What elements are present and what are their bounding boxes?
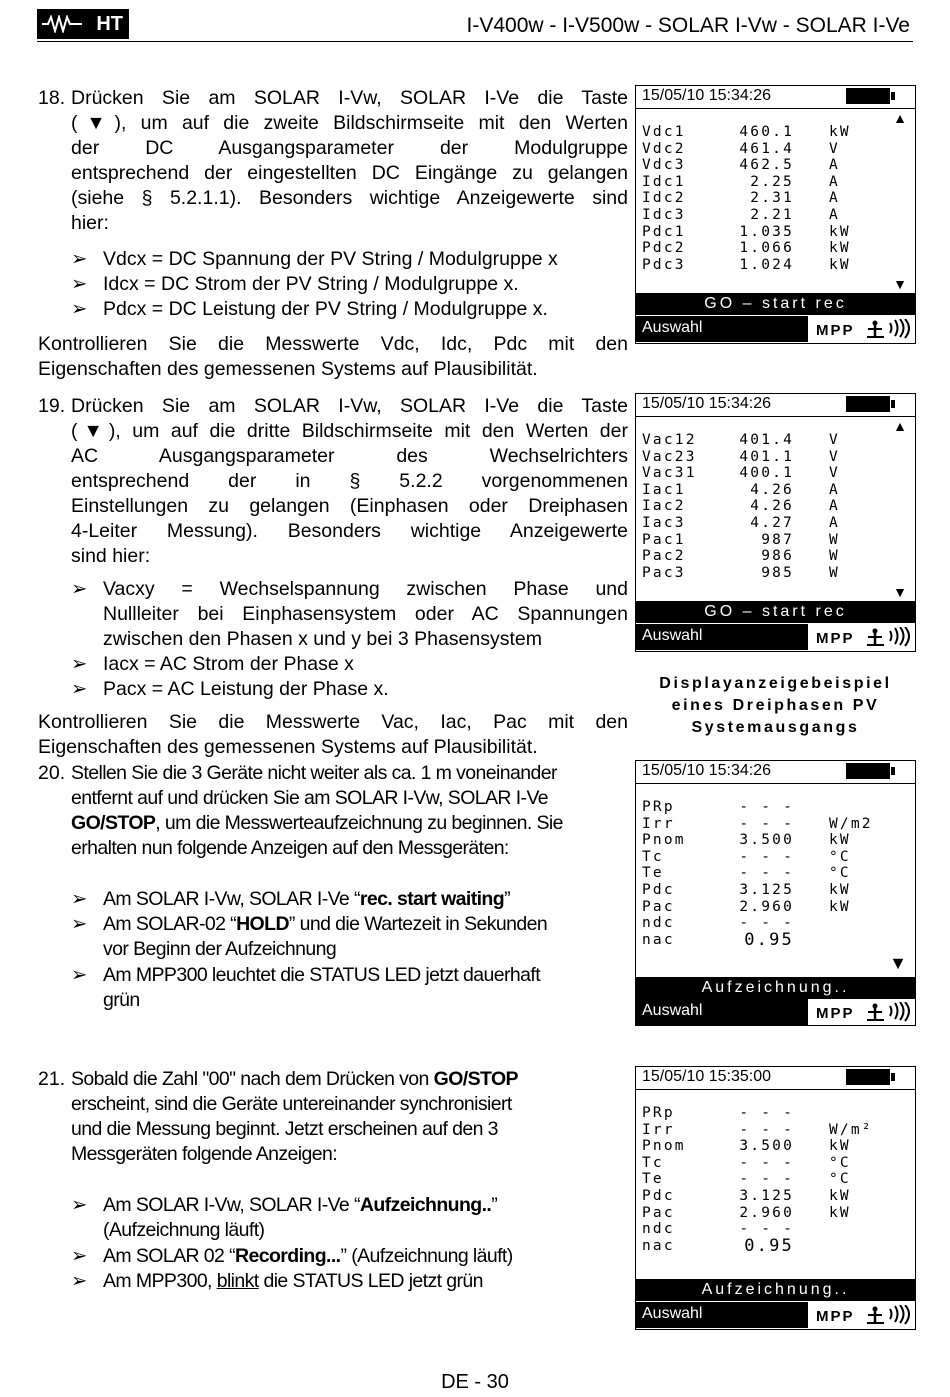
text-line: und die Messung beginnt. Jetzt erscheinen auf den 3 (71, 1118, 498, 1140)
recording-status-bar: Aufzeichnung.. (636, 977, 915, 999)
arrow-bullet-icon: ➢ (71, 888, 87, 910)
text-line: entfernt auf und drücken Sie am SOLAR I-Vw, SOLAR I-Ve (71, 787, 549, 809)
step-number: 20. (38, 762, 66, 784)
text-line: Drücken Sie am SOLAR I-Vw, SOLAR I-Ve die Taste (71, 395, 628, 417)
step-number: 18. (38, 87, 66, 109)
go-start-rec-bar[interactable]: GO – start rec (636, 293, 915, 315)
battery-icon (846, 1069, 890, 1085)
text-line: Eigenschaften des gemessenen Systems auf Plausibilität. (38, 358, 538, 380)
radio-signal-icon (864, 319, 910, 339)
text-line: Kontrollieren Sie die Messwerte Vdc, Idc, Pdc mit den (38, 333, 628, 355)
datetime: 15/05/10 15:35:00 (642, 1068, 772, 1085)
scroll-down-icon: ▼ (889, 953, 907, 973)
arrow-bullet-icon: ➢ (71, 678, 88, 700)
status-bar (636, 761, 915, 784)
datetime: 15/05/10 15:34:26 (642, 762, 772, 779)
arrow-bullet-icon: ➢ (71, 1270, 87, 1292)
step-number: 19. (38, 395, 66, 417)
arrow-bullet-icon: ➢ (71, 653, 88, 675)
bullet-item: ➢ Am MPP300, blinkt die STATUS LED jetzt grün (71, 1270, 483, 1292)
mpp-label: MPP (816, 1308, 855, 1325)
datetime: 15/05/10 15:34:26 (642, 395, 772, 412)
arrow-bullet-icon: ➢ (71, 1245, 87, 1267)
arrow-bullet-icon: ➢ (71, 273, 88, 295)
ht-logo (37, 9, 129, 39)
mpp-label: MPP (816, 322, 855, 339)
bullet-item: ➢ Am SOLAR-02 “HOLD” und die Wartezeit in Sekunden vor Beginn der Aufzeichnung (71, 913, 548, 960)
mpp-label: MPP (816, 1005, 855, 1022)
display-screen-dc: 15/05/10 15:34:26 ▲ Vdc1 460.1 kW Vdc2 461.4 V Vdc3 462.5 A Idc1 2.25 A Idc2 2.31 A Idc3 2.21 A Pdc1 1.035 kW Pdc2 1.066 kW Pdc3 1.024 kW ▼ GO – start rec Auswahl MPP (635, 85, 916, 344)
arrow-bullet-icon: ➢ (71, 1194, 87, 1216)
scroll-up-icon: ▲ (893, 110, 907, 126)
text-line: Vacxy = Wechselspannung zwischen Phase und (103, 578, 628, 600)
radio-signal-icon (864, 1002, 910, 1022)
status-bar (636, 394, 915, 417)
bottom-bar (636, 1302, 915, 1328)
battery-icon (846, 396, 890, 412)
display-screen-ac: 15/05/10 15:34:26 ▲ Vac12 401.4 V Vac23 401.1 V Vac31 400.1 V Iac1 4.26 A Iac2 4.26 A Iac3 4.27 A Pac1 987 W Pac2 986 W Pac3 985 W ▼ GO – start rec Auswahl MPP (635, 393, 916, 652)
caption-line: eines Dreiphasen PV (671, 697, 880, 714)
text-line: zwischen den Phasen x und y bei 3 Phasensystem (103, 628, 543, 650)
select-softkey[interactable]: Auswahl (636, 316, 808, 342)
check-paragraph (38, 710, 628, 760)
bullet-item: ➢ Idcx = DC Strom der PV String / Modulgruppe x. (71, 273, 519, 295)
step-20-text (71, 761, 631, 861)
text-line: Nullleiter bei Einphasensystem oder AC Spannungen (103, 603, 628, 625)
battery-icon (846, 88, 890, 104)
text-line: (▼), um auf die zweite Bildschirmseite mit den Werten (71, 112, 628, 134)
text-line: (▼), um auf die dritte Bildschirmseite mit den Werten der (71, 420, 628, 442)
bottom-bar (636, 316, 915, 342)
check-paragraph (38, 332, 628, 382)
bullet-item: ➢ Iacx = AC Strom der Phase x (71, 653, 354, 675)
scroll-up-icon: ▲ (893, 418, 907, 434)
step-21-text (71, 1067, 631, 1167)
scroll-down-icon: ▼ (893, 276, 907, 292)
text-line: hier: (71, 212, 109, 234)
bullet-item: ➢ Am SOLAR I-Vw, SOLAR I-Ve “Aufzeichnung..” (Aufzeichnung läuft) (71, 1194, 498, 1241)
bullet-item: ➢ Am MPP300 leuchtet die STATUS LED jetzt dauerhaft grün (71, 964, 541, 1011)
caption-line: Systemausgangs (691, 719, 860, 736)
arrow-bullet-icon: ➢ (71, 964, 87, 986)
text-line: sind hier: (71, 545, 151, 567)
text-line: Eigenschaften des gemessenen Systems auf Plausibilität. (38, 736, 538, 758)
go-start-rec-bar[interactable]: GO – start rec (636, 601, 915, 623)
header-divider (37, 41, 913, 42)
text-line: (siehe § 5.2.1.1). Besonders wichtige Anzeigewerte sind (71, 187, 628, 209)
bullet-item: ➢ Pdcx = DC Leistung der PV String / Modulgruppe x. (71, 298, 548, 320)
mpp-label: MPP (816, 630, 855, 647)
arrow-bullet-icon: ➢ (71, 913, 87, 935)
display-screen-recording-start: 15/05/10 15:34:26 PRp - - - Irr - - - W/m2 Pnom 3.500 kW Tc - - - °C Te - - - °C Pdc 3.125 kW Pac 2.960 kW ndc - - - nac 0.95 ▼ Aufzeichnung.. Auswahl MPP (635, 760, 916, 1026)
step-18-text (71, 86, 628, 236)
radio-signal-icon (864, 1305, 910, 1325)
text-line: Stellen Sie die 3 Geräte nicht weiter als ca. 1 m voneinander (71, 762, 557, 784)
display-caption (635, 673, 916, 739)
bottom-bar (636, 624, 915, 650)
text-line: erhalten nun folgende Anzeigen auf den Messgeräten: (71, 837, 509, 859)
text-line: Einstellungen zu gelangen (Einphasen oder Dreiphasen (71, 495, 628, 517)
step-19-text (71, 394, 628, 569)
text-line: der DC Ausgangsparameter der Modulgruppe (71, 137, 628, 159)
status-bar (636, 86, 915, 109)
caption-line: Displayanzeigebeispiel (659, 675, 892, 692)
arrow-bullet-icon: ➢ (71, 248, 88, 270)
battery-icon (846, 763, 890, 779)
bullet-item: ➢ Am SOLAR 02 “Recording...” (Aufzeichnung läuft) (71, 1245, 513, 1267)
arrow-bullet-icon: ➢ (71, 298, 88, 320)
bullet-item: ➢ Am SOLAR I-Vw, SOLAR I-Ve “rec. start waiting” (71, 888, 510, 910)
text-line: Messgeräten folgende Anzeigen: (71, 1143, 338, 1165)
radio-signal-icon (864, 627, 910, 647)
bottom-bar (636, 999, 915, 1025)
select-softkey[interactable]: Auswahl (636, 999, 808, 1025)
datetime: 15/05/10 15:34:26 (642, 87, 772, 104)
text-line: entsprechend der eingestellten DC Eingänge zu gelangen (71, 162, 628, 184)
status-bar (636, 1067, 915, 1090)
logo-text: HT (96, 13, 123, 35)
scroll-down-icon: ▼ (893, 584, 907, 600)
document-title: I-V400w - I-V500w - SOLAR I-Vw - SOLAR I-Ve (466, 14, 910, 37)
text-line: GO/STOP, um die Messwerteaufzeichnung zu beginnen. Sie (71, 812, 563, 834)
display-screen-recording: 15/05/10 15:35:00 PRp - - - Irr - - - W/m² Pnom 3.500 kW Tc - - - °C Te - - - °C Pdc 3.125 kW Pac 2.960 kW ndc - - - nac 0.95 Aufzeichnung.. Auswahl MPP (635, 1066, 916, 1330)
select-softkey[interactable]: Auswahl (636, 624, 808, 650)
step-number: 21. (38, 1068, 66, 1090)
select-softkey[interactable]: Auswahl (636, 1302, 808, 1328)
text-line: AC Ausgangsparameter des Wechselrichters (71, 445, 628, 467)
page-number: DE - 30 (441, 1371, 509, 1393)
arrow-bullet-icon: ➢ (71, 578, 88, 600)
text-line: entsprechend der in § 5.2.2 vorgenommenen (71, 470, 628, 492)
text-line: Drücken Sie am SOLAR I-Vw, SOLAR I-Ve die Taste (71, 87, 628, 109)
bullet-item: ➢ Pacx = AC Leistung der Phase x. (71, 678, 389, 700)
text-line: 4-Leiter Messung). Besonders wichtige Anzeigewerte (71, 520, 628, 542)
waveform-icon (42, 15, 82, 33)
bullet-item: ➢ Vdcx = DC Spannung der PV String / Modulgruppe x (71, 248, 558, 270)
text-line: Sobald die Zahl "00" nach dem Drücken von GO/STOP (71, 1068, 518, 1090)
recording-status-bar: Aufzeichnung.. (636, 1279, 915, 1301)
text-line: erscheint, sind die Geräte untereinander synchronisiert (71, 1093, 512, 1115)
bullet-item (71, 577, 631, 652)
text-line: Kontrollieren Sie die Messwerte Vac, Iac, Pac mit den (38, 711, 628, 733)
